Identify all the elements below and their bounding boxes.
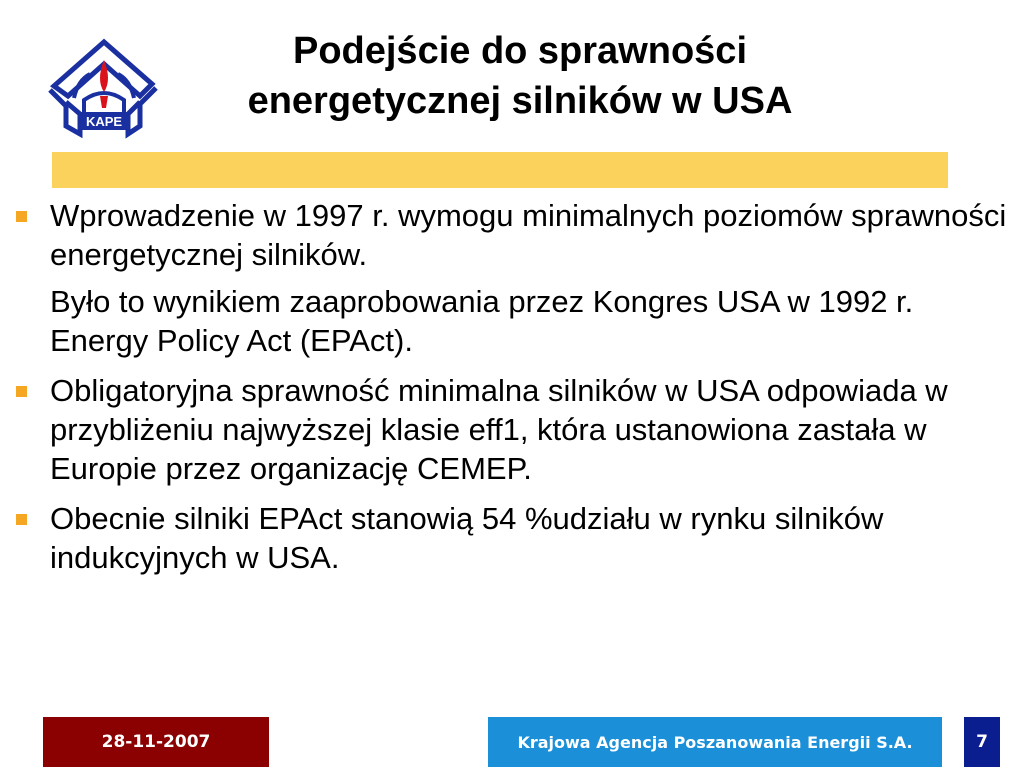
slide-content [14,196,1014,588]
title-line-1: Podejście do sprawności [292,30,748,72]
page-number: 7 [964,717,1000,767]
footer-organization: Krajowa Agencja Poszanowania Energii S.A. [488,717,942,767]
bullet-item [14,499,1014,577]
logo-text: KAPE [85,114,123,129]
slide-title [170,26,870,126]
continuation-paragraph [14,282,1014,360]
square-bullet-icon [16,211,27,222]
kape-logo [44,38,164,150]
paragraph-text: Było to wynikiem zaaprobowania przez Kongres USA w 1992 r. Energy Policy Act (EPAct). [50,284,914,358]
bullet-text: Obligatoryjna sprawność minimalna silników w USA odpowiada w przybliżeniu najwyższej klasie eff1, która ustanowiona zastała w Europie przez organizację CEMEP. [50,373,948,486]
square-bullet-icon [16,514,27,525]
bullet-item [14,196,1014,274]
title-underline-bar [52,152,948,188]
footer-date: 28-11-2007 [43,717,269,767]
bullet-item [14,371,1014,488]
title-line-2: energetycznej silników w USA [247,80,793,122]
square-bullet-icon [16,386,27,397]
bullet-text: Wprowadzenie w 1997 r. wymogu minimalnych poziomów sprawności energetycznej silników. [50,198,1007,272]
bullet-text: Obecnie silniki EPAct stanowią 54 %udziału w rynku silników indukcyjnych w USA. [50,501,884,575]
